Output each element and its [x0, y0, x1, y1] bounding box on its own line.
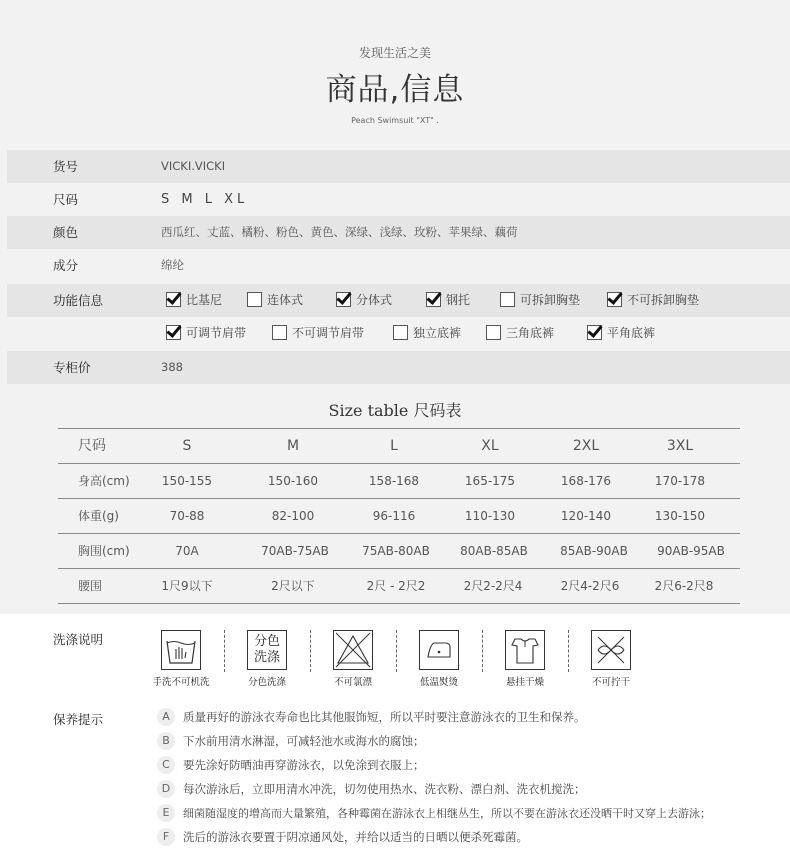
tip-item [157, 828, 528, 850]
care-item [313, 630, 393, 690]
table-cell: 82-100 [271, 509, 315, 523]
table-cell: 130-150 [654, 509, 706, 523]
header-cell: 尺码 [78, 438, 106, 454]
tip-badge: E [157, 804, 175, 822]
table-cell: 168-176 [560, 474, 612, 488]
header-cell: 3XL [666, 438, 694, 454]
feature-option-label: 平角底裤 [607, 326, 656, 340]
header-cell: M [286, 438, 300, 454]
table-cell: 90AB-95AB [657, 544, 725, 558]
hand-wash-icon [161, 630, 201, 670]
item-no-label: 货号 [53, 159, 79, 174]
table-cell: 150-160 [267, 474, 319, 488]
checkbox[interactable] [486, 325, 501, 340]
table-cell: 70A [175, 544, 199, 558]
table-cell: 85AB-90AB [560, 544, 628, 558]
tip-badge: B [157, 732, 175, 750]
feature-option[interactable] [166, 317, 246, 350]
care-caption: 悬挂干燥 [505, 677, 544, 688]
care-caption: 低温熨烫 [419, 677, 458, 688]
care-item [485, 630, 565, 690]
checkbox[interactable] [272, 325, 287, 340]
divider [310, 630, 311, 672]
table-row [58, 499, 740, 534]
tip-item [157, 708, 586, 730]
size-value: S M L XL [161, 192, 249, 207]
header-cell: 2XL [572, 438, 600, 454]
feature-option-label: 连体式 [267, 293, 304, 307]
feature-option-label: 比基尼 [186, 293, 223, 307]
feature-option-label: 三角底裤 [506, 326, 555, 340]
checkbox-checked[interactable] [166, 325, 181, 340]
care-item [141, 630, 221, 690]
info-row-material [7, 249, 790, 282]
feature-option-label: 分体式 [356, 293, 393, 307]
info-row-features [7, 284, 790, 317]
page-subtitle: Peach Swimsuit "XT" . [351, 116, 439, 125]
info-row-color [7, 216, 790, 249]
price-value: 388 [161, 360, 183, 374]
tips-label: 保养提示 [53, 712, 104, 727]
care-caption: 不可氯漂 [333, 677, 372, 688]
header-cell: S [182, 438, 192, 454]
table-cell: 96-116 [372, 509, 416, 523]
material-value: 绵纶 [161, 258, 184, 272]
size-table [58, 428, 740, 604]
table-cell: 150-155 [161, 474, 213, 488]
row-label: 体重(g) [78, 509, 119, 523]
table-cell: 1尺9以下 [161, 579, 213, 593]
feature-option[interactable] [166, 284, 222, 317]
table-cell: 2尺以下 [271, 579, 315, 593]
feature-option-label: 可拆卸胸垫 [520, 293, 581, 307]
feature-option-label: 不可拆卸胸垫 [627, 293, 700, 307]
row-label: 腰围 [78, 579, 103, 593]
tip-text: 洗后的游泳衣要置于阴凉通风处，并给以适当的日晒以便杀死霉菌。 [183, 830, 528, 844]
care-item [227, 630, 307, 690]
tip-item [157, 804, 711, 826]
care-caption: 不可拧干 [591, 677, 630, 688]
tip-text: 质量再好的游泳衣寿命也比其他服饰短，所以平时要注意游泳衣的卫生和保养。 [183, 710, 586, 724]
separate-color-wash-icon: 分色 洗涤 [247, 630, 287, 670]
no-bleach-icon [333, 630, 373, 670]
no-wring-icon [591, 630, 631, 670]
checkbox-checked[interactable] [336, 292, 351, 307]
table-cell: 170-178 [654, 474, 706, 488]
tip-text: 每次游泳后，立即用清水冲洗，切勿使用热水、洗衣粉、漂白剂、洗衣机搅洗； [183, 782, 586, 796]
info-row-item-no [7, 150, 790, 183]
feature-option[interactable] [587, 317, 655, 350]
header-cell: L [390, 438, 398, 454]
tip-badge: C [157, 756, 175, 774]
table-cell: 70-88 [169, 509, 205, 523]
size-table-header [58, 428, 740, 464]
care-item [399, 630, 479, 690]
feature-option-label: 独立底裤 [413, 326, 462, 340]
checkbox-checked[interactable] [426, 292, 441, 307]
low-iron-icon [419, 630, 459, 670]
feature-option-label: 不可调节肩带 [292, 326, 365, 340]
checkbox[interactable] [393, 325, 408, 340]
tip-badge: F [157, 828, 175, 846]
hang-dry-icon [505, 630, 545, 670]
tip-item [157, 756, 425, 778]
item-no-value: VICKI.VICKI [161, 159, 226, 173]
feature-option[interactable] [426, 284, 470, 317]
header-cell: XL [481, 438, 499, 454]
table-row [58, 569, 740, 604]
feature-option-label: 钢托 [446, 293, 471, 307]
table-row [58, 534, 740, 569]
care-caption: 分色洗涤 [247, 677, 286, 688]
table-cell: 165-175 [464, 474, 516, 488]
table-cell: 2尺6-2尺8 [654, 579, 714, 593]
features-label: 功能信息 [53, 293, 104, 308]
tip-item [157, 780, 586, 802]
price-label: 专柜价 [53, 360, 91, 375]
tip-text: 细菌随湿度的增高而大量繁殖，各种霉菌在游泳衣上相继丛生，所以不要在游泳衣还没晒干时又穿上去游泳； [183, 807, 711, 820]
table-row [58, 464, 740, 499]
divider [482, 630, 483, 672]
divider [396, 630, 397, 672]
care-caption: 手洗不可机洗 [152, 677, 210, 688]
checkbox-checked[interactable] [587, 325, 602, 340]
table-cell: 2尺2-2尺4 [463, 579, 523, 593]
feature-option[interactable] [500, 284, 580, 317]
table-cell: 2尺4-2尺6 [560, 579, 620, 593]
table-cell: 2尺 - 2尺2 [366, 579, 426, 593]
divider [568, 630, 569, 672]
info-row-size [7, 183, 790, 216]
tip-text: 要先涂好防晒油再穿游泳衣，以免涂到衣服上； [183, 758, 425, 772]
tip-badge: D [157, 780, 175, 798]
table-cell: 75AB-80AB [362, 544, 430, 558]
divider [224, 630, 225, 672]
checkbox[interactable] [500, 292, 515, 307]
row-label: 身高(cm) [78, 474, 130, 488]
checkbox-checked[interactable] [166, 292, 181, 307]
info-row-price [7, 351, 790, 384]
page-title: 商品,信息 [325, 72, 465, 108]
feature-option[interactable] [272, 317, 364, 350]
table-cell: 158-168 [368, 474, 420, 488]
feature-option[interactable] [247, 284, 303, 317]
feature-option[interactable] [607, 284, 699, 317]
size-table-title: Size table 尺码表 [328, 401, 462, 420]
table-cell: 120-140 [560, 509, 612, 523]
tip-badge: A [157, 708, 175, 726]
material-label: 成分 [53, 258, 79, 273]
tagline: 发现生活之美 [358, 46, 431, 60]
table-cell: 70AB-75AB [261, 544, 329, 558]
info-row-features-2 [7, 317, 790, 350]
feature-option[interactable] [336, 284, 392, 317]
page-header [0, 0, 790, 148]
feature-option[interactable] [486, 317, 554, 350]
color-label: 颜色 [53, 225, 79, 240]
tip-text: 下水前用清水淋湿，可减轻池水或海水的腐蚀； [183, 734, 425, 748]
care-label: 洗涤说明 [53, 632, 104, 647]
checkbox[interactable] [247, 292, 262, 307]
size-label: 尺码 [53, 192, 79, 207]
row-label: 胸围(cm) [78, 544, 130, 558]
feature-option[interactable] [393, 317, 461, 350]
checkbox-checked[interactable] [607, 292, 622, 307]
care-item [571, 630, 651, 690]
table-cell: 80AB-85AB [460, 544, 528, 558]
table-cell: 110-130 [464, 509, 516, 523]
color-value: 西瓜红、丈蓝、橘粉、粉色、黄色、深绿、浅绿、玫粉、苹果绿、藕荷 [161, 225, 518, 239]
tip-item [157, 732, 425, 754]
feature-option-label: 可调节肩带 [186, 326, 247, 340]
